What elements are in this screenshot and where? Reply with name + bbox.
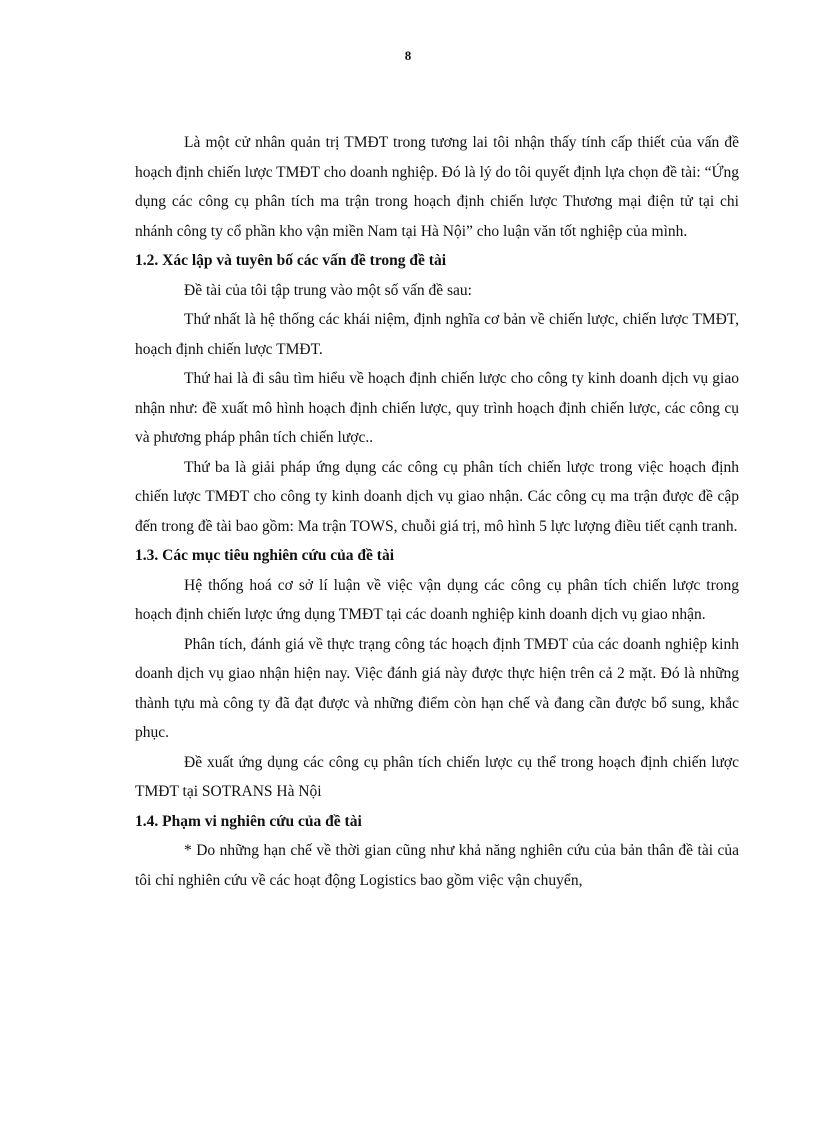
section-heading: 1.3. Các mục tiêu nghiên cứu của đề tài bbox=[135, 547, 395, 564]
paragraph: Là một cử nhân quản trị TMĐT trong tương lai tôi nhận thấy tính cấp thiết của vấn đề hoạch định chiến lược TMĐT cho doanh nghiệp. Đó là lý do tôi quyết định lựa chọn đề tài: “Ứng dụng các công cụ phân tích ma trận trong hoạch định chiến lược Thương mại điện tử tại chi nhánh công ty cổ phần kho vận miền Nam tại Hà Nội” cho luận văn tốt nghiệp của mình. bbox=[135, 134, 739, 240]
paragraph: * Do những hạn chế về thời gian cũng như khả năng nghiên cứu của bản thân đề tài của tôi chỉ nghiên cứu về các hoạt động Logistics bao gồm việc vận chuyển, bbox=[135, 842, 739, 889]
section-heading: 1.2. Xác lập và tuyên bố các vấn đề trong đề tài bbox=[135, 252, 447, 269]
paragraph: Thứ ba là giải pháp ứng dụng các công cụ phân tích chiến lược trong việc hoạch định chiến lược TMĐT cho công ty kinh doanh dịch vụ giao nhận. Các công cụ ma trận được đề cập đến trong đề tài bao gồm: Ma trận TOWS, chuỗi giá trị, mô hình 5 lực lượng điều tiết cạnh tranh. bbox=[135, 458, 739, 535]
section-heading: 1.4. Phạm vi nghiên cứu của đề tài bbox=[135, 812, 362, 830]
page-number: 8 bbox=[404, 48, 412, 63]
document-body bbox=[135, 128, 739, 895]
paragraph: Đề xuất ứng dụng các công cụ phân tích chiến lược cụ thể trong hoạch định chiến lược TMĐT tại SOTRANS Hà Nội bbox=[135, 753, 739, 800]
paragraph: Hệ thống hoá cơ sở lí luận về việc vận dụng các công cụ phân tích chiến lược trong hoạch định chiến lược ứng dụng TMĐT tại các doanh nghiệp kinh doanh dịch vụ giao nhận. bbox=[135, 576, 739, 623]
paragraph: Đề tài của tôi tập trung vào một số vấn đề sau: bbox=[184, 281, 472, 299]
paragraph: Thứ hai là đi sâu tìm hiểu về hoạch định chiến lược cho công ty kinh doanh dịch vụ giao nhận như: đề xuất mô hình hoạch định chiến lược, quy trình hoạch định chiến lược, các công cụ và phương pháp phân tích chiến lược.. bbox=[135, 370, 739, 446]
paragraph: Phân tích, đánh giá về thực trạng công tác hoạch định TMĐT của các doanh nghiệp kinh doanh dịch vụ giao nhận hiện nay. Việc đánh giá này được thực hiện trên cả 2 mặt. Đó là những thành tựu mà công ty đã đạt được và những điểm còn hạn chế và đang cần được bổ sung, khắc phục. bbox=[135, 635, 739, 741]
paragraph: Thứ nhất là hệ thống các khái niệm, định nghĩa cơ bản về chiến lược, chiến lược TMĐT, hoạch định chiến lược TMĐT. bbox=[135, 311, 739, 358]
